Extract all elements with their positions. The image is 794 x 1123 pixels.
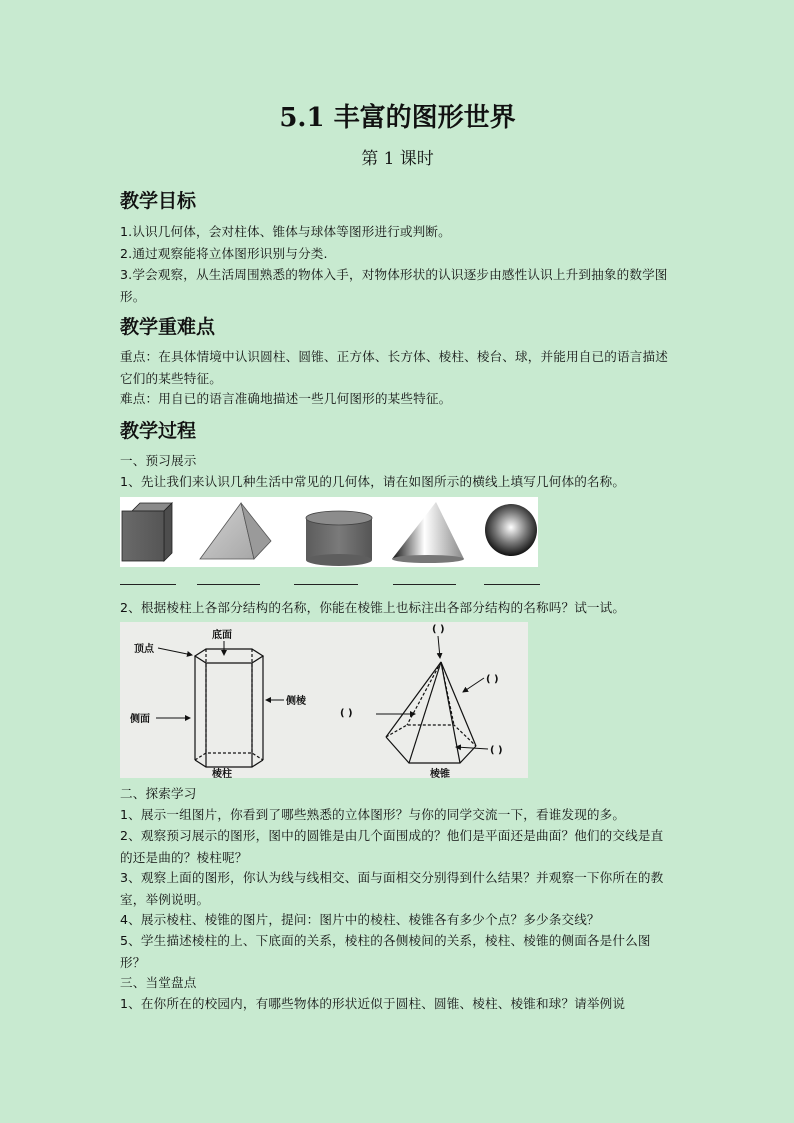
answer-blanks (120, 584, 680, 592)
key-point-text: 重点：在具体情境中认识圆柱、圆锥、正方体、长方体、棱柱、棱台、球，并能用自已的语言描述它们的某些特征。 (120, 349, 668, 386)
process-heading: 教学过程 (120, 420, 197, 442)
cone-solid (392, 502, 464, 563)
pyramid-blank-bottom: ( ) (490, 745, 503, 756)
section1-title: 一、预习展示 (120, 453, 197, 468)
section1-question-1: 1、先让我们来认识几种生活中常见的几何体，请在如图所示的横线上填写几何体的名称。 (120, 474, 626, 489)
answer-blank-4[interactable] (393, 584, 456, 585)
section2-item-2: 2、观察预习展示的图形，图中的圆锥是由几个面围成的？他们是平面还是曲面？他们的交线是直的还是曲的？棱柱呢？ (120, 828, 664, 865)
prism-caption: 棱柱 (212, 769, 232, 778)
answer-blank-1[interactable] (120, 584, 176, 585)
pyramid-caption: 棱锥 (430, 769, 450, 778)
page-subtitle: 第 1 课时 (361, 149, 434, 169)
prism-figure (195, 649, 263, 767)
label-lateral-edge: 侧棱 (286, 696, 306, 707)
label-base: 底面 (212, 630, 232, 641)
solids-figure (120, 497, 538, 567)
answer-blank-5[interactable] (484, 584, 540, 585)
section2-item-3: 3、观察上面的图形，你认为线与线相交、面与面相交分别得到什么结果？并观察一下你所在的教室，举例说明。 (120, 870, 664, 907)
pyramid-blank-right: ( ) (486, 674, 499, 685)
solids-figure-svg (120, 497, 538, 567)
objectives-heading: 教学目标 (120, 190, 197, 212)
pyramid-blank-top: ( ) (432, 624, 445, 635)
objective-1: 1.认识几何体，会对柱体、锥体与球体等图形进行或判断。 (120, 224, 451, 239)
prism-pyramid-svg (120, 622, 528, 778)
pyramid-solid (200, 503, 271, 559)
section3-item-1: 1、在你所在的校园内，有哪些物体的形状近似于圆柱、圆锥、棱柱、棱锥和球？请举例说 (120, 996, 626, 1011)
pyramid-blank-left: ( ) (340, 708, 353, 719)
section3-title: 三、当堂盘点 (120, 975, 197, 990)
answer-blank-2[interactable] (197, 584, 260, 585)
key-points-heading: 教学重难点 (120, 316, 216, 338)
section1-question-2: 2、根据棱柱上各部分结构的名称，你能在棱锥上也标注出各部分结构的名称吗？试一试。 (120, 600, 626, 615)
cube-solid (122, 503, 172, 561)
sphere-solid (485, 504, 537, 556)
section2-title: 二、探索学习 (120, 786, 197, 801)
objective-3: 3.学会观察，从生活周围熟悉的物体入手，对物体形状的认识逐步由感性认识上升到抽象的数学图形。 (120, 267, 668, 304)
cylinder-solid (306, 511, 372, 566)
objective-2: 2.通过观察能将立体图形识别与分类. (120, 246, 328, 261)
answer-blank-3[interactable] (294, 584, 358, 585)
difficult-point-text: 难点：用自已的语言准确地描述一些几何图形的某些特征。 (120, 391, 452, 406)
label-vertex: 顶点 (134, 644, 154, 655)
label-lateral-face: 侧面 (130, 714, 150, 725)
section2-item-5: 5、学生描述棱柱的上、下底面的关系，棱柱的各侧棱间的关系，棱柱、棱锥的侧面各是什么图形？ (120, 933, 651, 970)
section2-item-4: 4、展示棱柱、棱锥的图片，提问：图片中的棱柱、棱锥各有多少个点？多少条交线？ (120, 912, 600, 927)
page-title: 5.1 丰富的图形世界 (279, 103, 516, 133)
section2-item-1: 1、展示一组图片，你看到了哪些熟悉的立体图形？与你的同学交流一下，看谁发现的多。 (120, 807, 626, 822)
prism-pyramid-diagram (120, 622, 528, 778)
